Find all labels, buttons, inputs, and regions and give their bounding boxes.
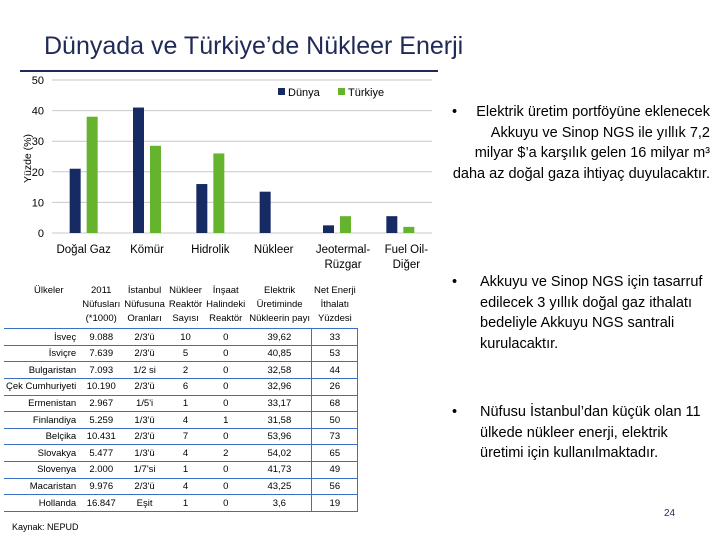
legend-label-dunya: Dünya [288,87,320,99]
bullet-item [452,402,704,464]
x-tick-label-line: Fuel Oil- [384,244,429,256]
country-cell: Macaristan [4,478,80,495]
table-cell: 40,85 [247,345,312,362]
table-cell: 6 [167,379,204,396]
table-cell: 32,96 [247,379,312,396]
table-cell: 19 [312,495,358,512]
table-row [4,345,358,362]
column-header [247,283,312,329]
table-cell: 33,17 [247,395,312,412]
table-cell: 1/5'i [122,395,167,412]
x-tick-label [254,244,294,256]
table-row [4,379,358,396]
bullet-marker: • [452,104,458,120]
table-cell: 43,25 [247,478,312,495]
legend-swatch-dunya [278,88,285,95]
table-row [4,462,358,479]
table-cell: 53 [312,345,358,362]
country-cell: Çek Cumhuriyeti [4,379,80,396]
column-header [122,283,167,329]
column-header [167,283,204,329]
table-row [4,395,358,412]
table-header-row [4,283,358,329]
column-header-line: 2011 [91,285,112,296]
table-cell: 0 [204,345,247,362]
nuclear-countries-table-wrap [4,283,358,512]
x-tick-label-line: Rüzgar [324,259,362,271]
column-header [80,283,122,329]
column-header-line: Elektrik [264,285,296,296]
column-header-line: Nükleerin payı [249,312,310,324]
column-header-line: Üretiminde [256,298,303,310]
column-header-line: Nüfusları [82,298,121,310]
table-cell: 10.190 [80,379,122,396]
column-header-line: Ülkeler [34,285,64,296]
country-cell: Ermenistan [4,395,80,412]
table-cell: 0 [204,362,247,379]
table-cell: 0 [204,395,247,412]
y-tick-label: 0 [37,228,44,240]
table-cell: 54,02 [247,445,312,462]
table-cell: 1 [167,495,204,512]
y-tick-label: 50 [31,75,44,87]
table-row [4,329,358,346]
table-cell: 0 [204,478,247,495]
column-header [312,283,358,329]
column-header-line: İnşaat [212,285,239,296]
table-cell: 0 [204,428,247,445]
country-cell: Slovenya [4,462,80,479]
bar-turkiye [87,117,98,233]
table-cell: 50 [312,412,358,429]
table-cell: 65 [312,445,358,462]
bullet-text: Elektrik üretim portföyüne eklenecek Akkuyu ve Sinop NGS ile yıllık 7,2 milyar $’a karşılık gelen 16 milyar m³ daha az doğal gaza ihtiyaç duyulacaktır. [452,104,710,182]
column-header-line: İstanbul [127,285,162,296]
table-cell: 2 [204,445,247,462]
table-cell: 0 [204,329,247,346]
bar-turkiye [340,216,351,233]
table-cell: 26 [312,379,358,396]
country-cell: Belçika [4,428,80,445]
table-cell: 4 [167,412,204,429]
table-cell: 4 [167,478,204,495]
table-cell: 68 [312,395,358,412]
table-cell: 1 [167,395,204,412]
page-number: 24 [664,508,676,519]
bullet-item [452,102,710,184]
country-cell: Hollanda [4,495,80,512]
slide-title: Dünyada ve Türkiye’de Nükleer Enerji [44,32,464,60]
bullet-text: Akkuyu ve Sinop NGS için tasarruf edilecek 3 yıllık doğal gaz ithalatı bedeliyle Akkuyu NGS santrali kurulacaktır. [480,274,703,352]
table-cell: 5.259 [80,412,122,429]
table-cell: 44 [312,362,358,379]
bullet-marker: • [452,274,458,290]
legend-label-turkiye: Türkiye [348,87,385,99]
table-cell: 33 [312,329,358,346]
table-cell: 2/3'ü [122,379,167,396]
column-header-line: Reaktör [209,312,243,324]
table-row [4,412,358,429]
table-cell: 9.088 [80,329,122,346]
table-cell: 56 [312,478,358,495]
column-header-line: Oranları [127,312,162,324]
bar-dunya [133,108,144,233]
x-tick-label-line: Doğal Gaz [56,244,111,256]
bar-dunya [70,169,81,233]
x-tick-label [130,244,164,256]
column-header [204,283,247,329]
table-cell: 9.976 [80,478,122,495]
y-axis-label: Yüzde (%) [22,133,34,184]
table-cell: 3,6 [247,495,312,512]
table-body [4,329,358,512]
table-cell: 0 [204,379,247,396]
table-cell: 2/3'ü [122,428,167,445]
table-cell: 73 [312,428,358,445]
source-note: Kaynak: NEPUD [12,522,79,532]
bar-turkiye [403,227,414,233]
column-header-line: (*1000) [85,312,117,324]
country-cell: İsviçre [4,345,80,362]
bar-dunya [196,184,207,233]
column-header-line: Sayısı [172,312,199,324]
table-cell: 49 [312,462,358,479]
x-tick-label [385,244,429,271]
table-cell: 1 [167,462,204,479]
x-tick-label-line: Nükleer [253,244,294,256]
column-header [4,283,80,329]
column-header-line: Nüfusuna [124,298,165,310]
table-cell: 1 [204,412,247,429]
x-tick-label-line: Kömür [130,244,164,256]
nuclear-countries-table [4,283,358,512]
column-header-line: Halindeki [206,298,246,310]
bar-turkiye [213,153,224,233]
country-cell: Bulgaristan [4,362,80,379]
column-header-line: Yüzdesi [317,312,352,324]
table-row [4,362,358,379]
table-row [4,428,358,445]
x-tick-label [191,244,230,256]
country-cell: İsveç [4,329,80,346]
table-cell: 53,96 [247,428,312,445]
table-cell: 0 [204,495,247,512]
y-tick-label: 30 [31,136,44,149]
table-cell: 2/3'ü [122,478,167,495]
country-cell: Finlandiya [4,412,80,429]
table-cell: 1/7'si [122,462,167,479]
table-cell: 7.639 [80,345,122,362]
x-tick-label-line: Jeotermal- [315,244,371,256]
x-tick-label [316,244,370,271]
table-cell: 2.000 [80,462,122,479]
table-row [4,445,358,462]
bar-dunya [386,216,397,233]
column-header-line: Reaktör [168,298,203,310]
table-cell: 5 [167,345,204,362]
table-cell: 1/3'ü [122,412,167,429]
x-tick-label [56,244,111,256]
table-cell: 39,62 [247,329,312,346]
table-cell: 4 [167,445,204,462]
bar-dunya [260,192,271,233]
table-cell: 5.477 [80,445,122,462]
column-header-line: İthalatı [320,298,350,310]
table-cell: Eşit [122,495,167,512]
bullet-text: Nüfusu İstanbul’dan küçük olan 11 ülkede nükleer enerji, elektrik üretimi için kullanılmaktadır. [480,404,701,461]
table-cell: 7 [167,428,204,445]
table-cell: 41,73 [247,462,312,479]
table-cell: 2 [167,362,204,379]
table-row [4,495,358,512]
table-cell: 2.967 [80,395,122,412]
table-cell: 2/3'ü [122,345,167,362]
bar-turkiye [150,146,161,233]
column-header-line: Nükleer [169,285,202,296]
table-cell: 16.847 [80,495,122,512]
x-tick-label-line: Hidrolik [191,244,230,256]
bullet-marker: • [452,404,458,420]
table-cell: 1/3'ü [122,445,167,462]
x-tick-label-line: Diğer [392,259,421,271]
table-cell: 31,58 [247,412,312,429]
legend-swatch-turkiye [338,88,345,95]
bullet-item [452,272,704,354]
column-header-line: Net Enerji [313,285,356,296]
country-cell: Slovakya [4,445,80,462]
y-tick-label: 40 [31,105,44,118]
table-cell: 2/3'ü [122,329,167,346]
table-cell: 32,58 [247,362,312,379]
table-cell: 1/2 si [122,362,167,379]
table-cell: 10 [167,329,204,346]
table-cell: 0 [204,462,247,479]
bar-dunya [323,225,334,233]
table-cell: 7.093 [80,362,122,379]
y-tick-label: 20 [31,166,44,179]
table-row [4,478,358,495]
table-cell: 10.431 [80,428,122,445]
y-tick-label: 10 [31,197,44,210]
energy-bar-chart [0,70,445,280]
